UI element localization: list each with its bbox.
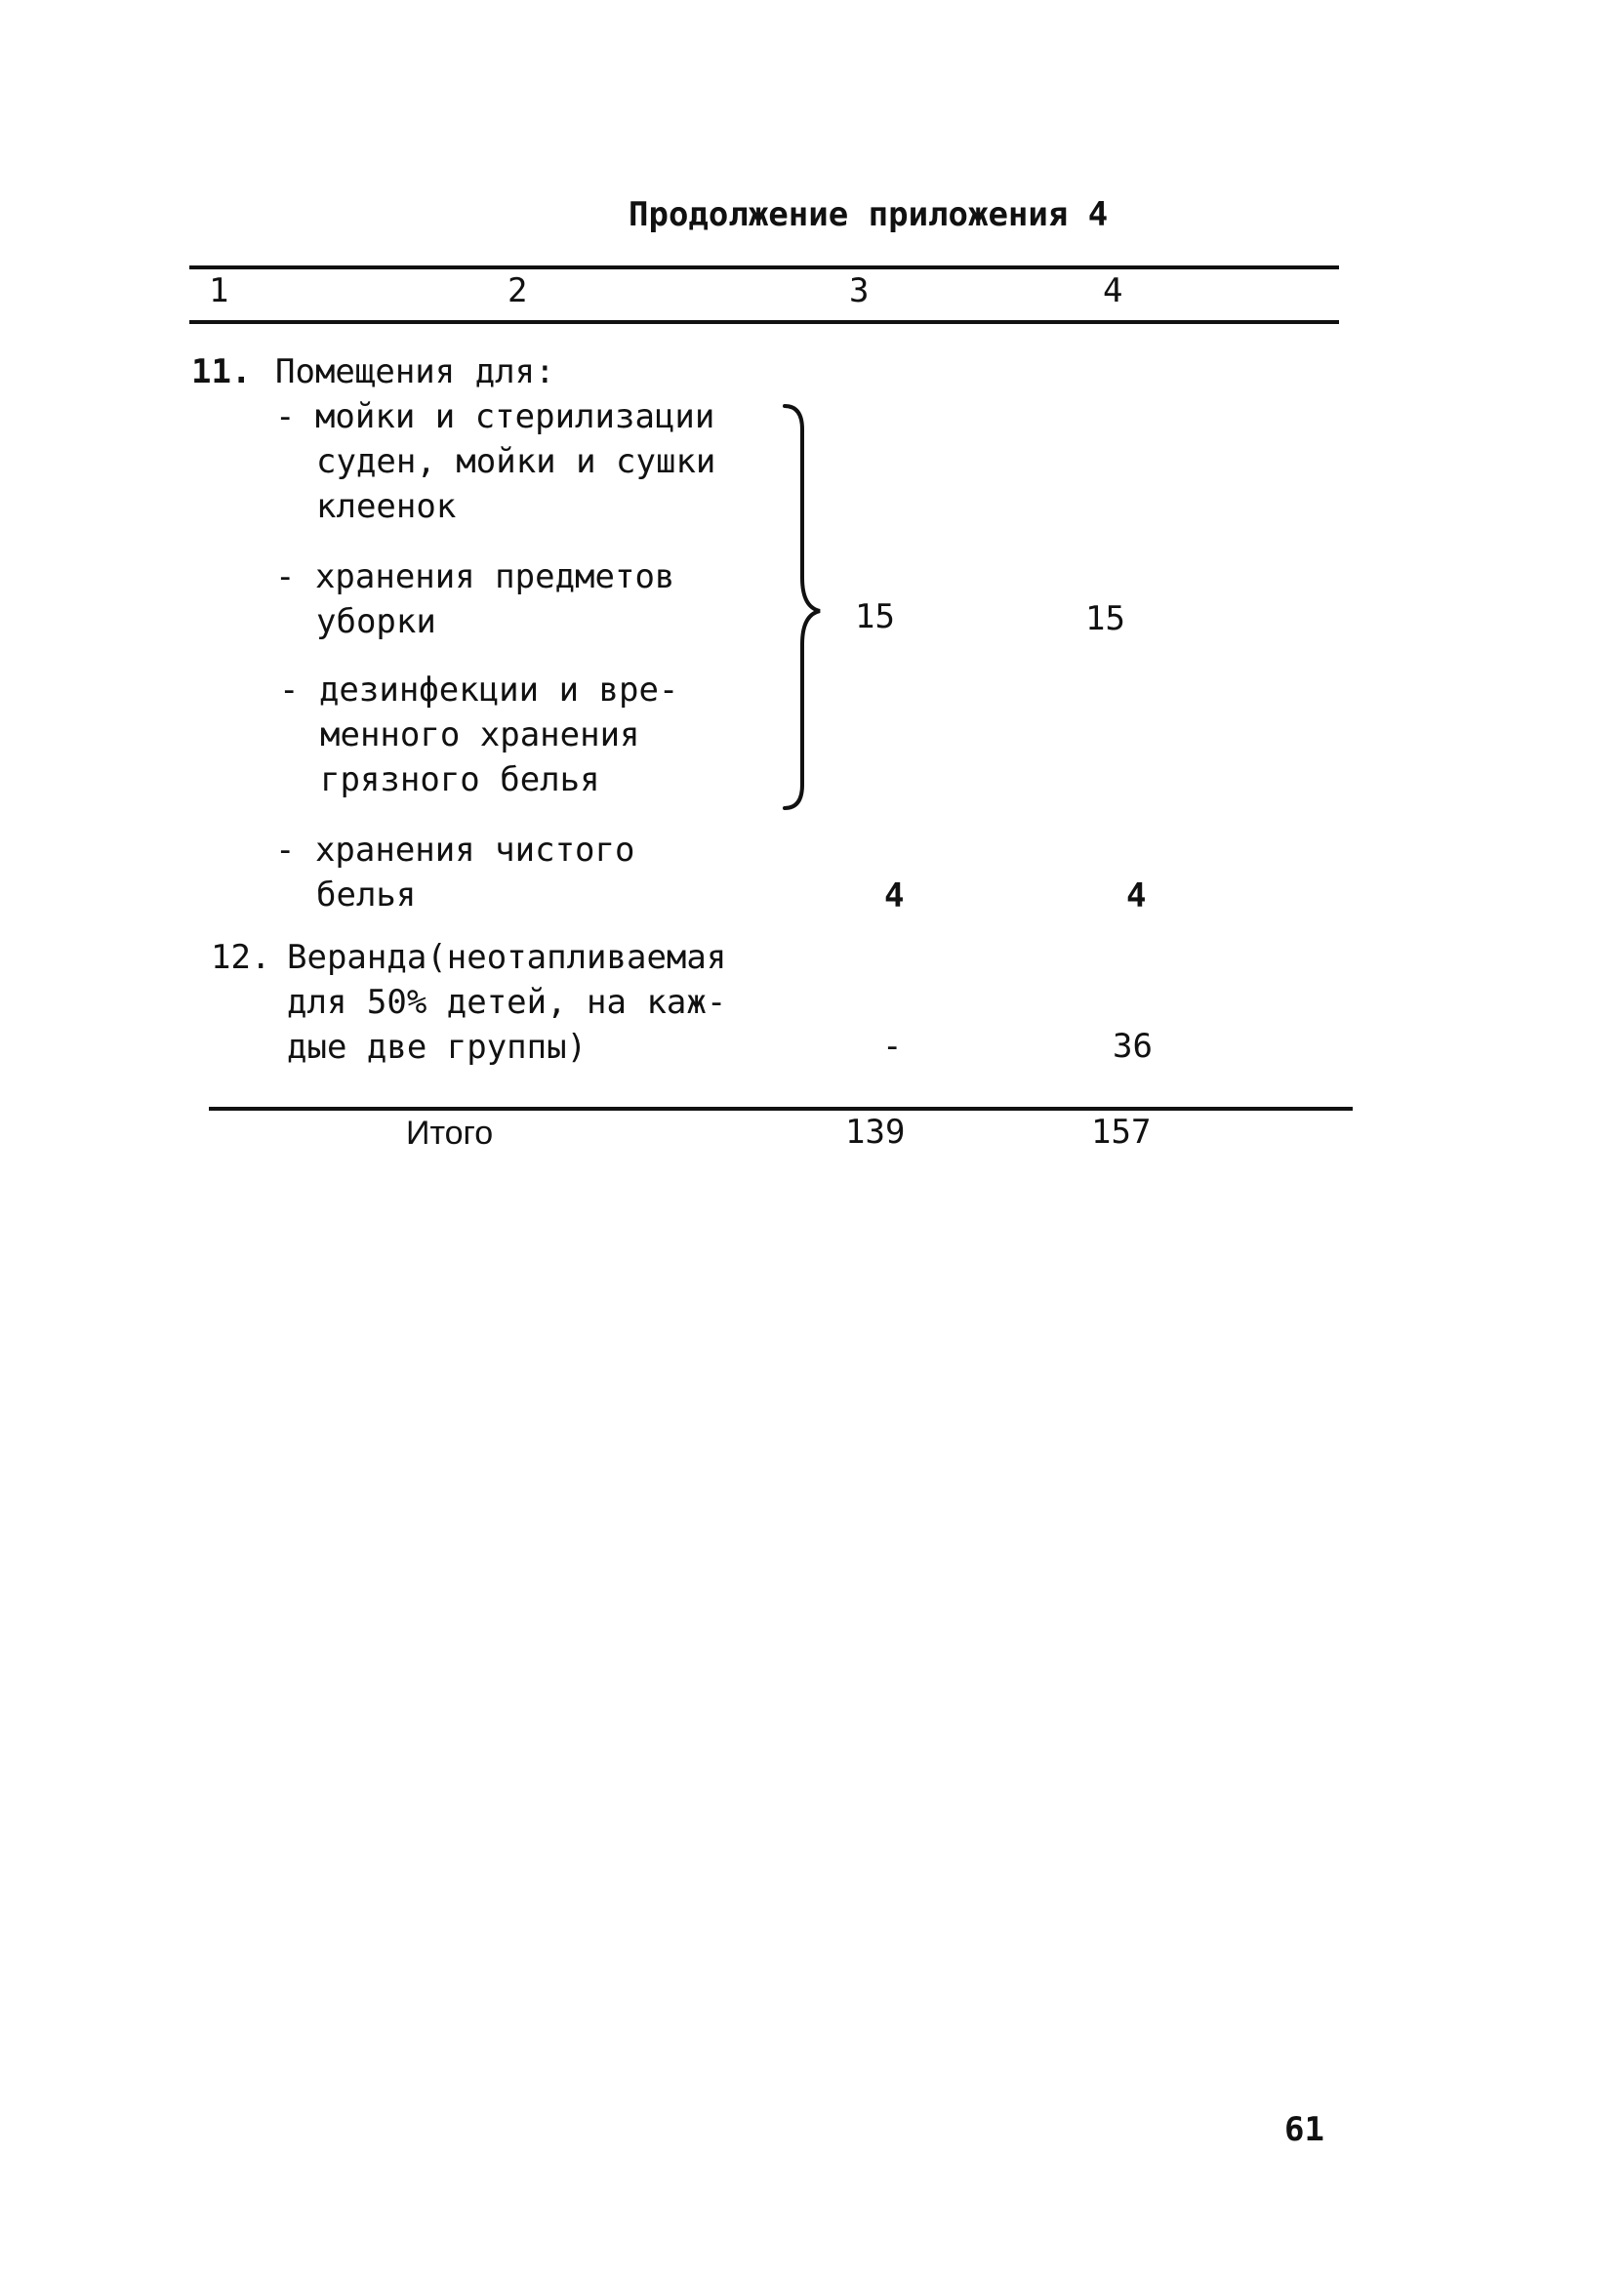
group-value-col4: 15: [1085, 599, 1125, 638]
row-11-sub4-line2: белья: [316, 875, 417, 915]
row-12-line2: для 50% детей, на каж-: [287, 983, 727, 1022]
row-12-line1: Веранда(неотапливаемая: [287, 938, 727, 977]
appendix-heading: Продолжение приложения 4: [629, 195, 1109, 234]
row-11-title: Помещения для:: [275, 352, 555, 391]
column-header-2: 2: [508, 271, 528, 310]
table-top-rule: [189, 265, 1339, 269]
sub4-value-col3: 4: [884, 876, 905, 915]
row-11-sub2-line1: - хранения предметов: [275, 557, 675, 596]
row-12-value-col3: -: [882, 1027, 903, 1066]
row-12-line3: дые две группы): [287, 1028, 588, 1067]
total-rule: [209, 1107, 1353, 1111]
total-label: Итого: [406, 1115, 494, 1152]
column-header-3: 3: [849, 271, 870, 310]
row-11-sub1-line3: клеенок: [316, 487, 457, 526]
total-value-col3: 139: [845, 1113, 906, 1152]
header-bottom-rule: [189, 320, 1339, 324]
page-number: 61: [1284, 2110, 1324, 2149]
column-header-4: 4: [1103, 271, 1123, 310]
sub4-value-col4: 4: [1126, 876, 1147, 915]
column-header-1: 1: [209, 271, 229, 310]
row-11-sub1-line2: суден, мойки и сушки: [316, 442, 716, 481]
row-12-value-col4: 36: [1113, 1027, 1153, 1066]
total-value-col4: 157: [1091, 1113, 1152, 1152]
group-value-col3: 15: [855, 597, 895, 636]
row-11-number: 11.: [191, 352, 252, 391]
row-12-number: 12.: [211, 938, 271, 977]
row-11-sub2-line2: уборки: [316, 602, 436, 641]
row-11-sub1-line1: - мойки и стерилизации: [275, 397, 715, 436]
row-11-sub3-line3: грязного белья: [320, 760, 600, 799]
row-11-sub3-line2: менного хранения: [320, 715, 640, 754]
row-11-sub4-line1: - хранения чистого: [275, 831, 635, 870]
row-11-sub3-line1: - дезинфекции и вре-: [279, 671, 679, 710]
grouping-brace: [781, 402, 839, 812]
